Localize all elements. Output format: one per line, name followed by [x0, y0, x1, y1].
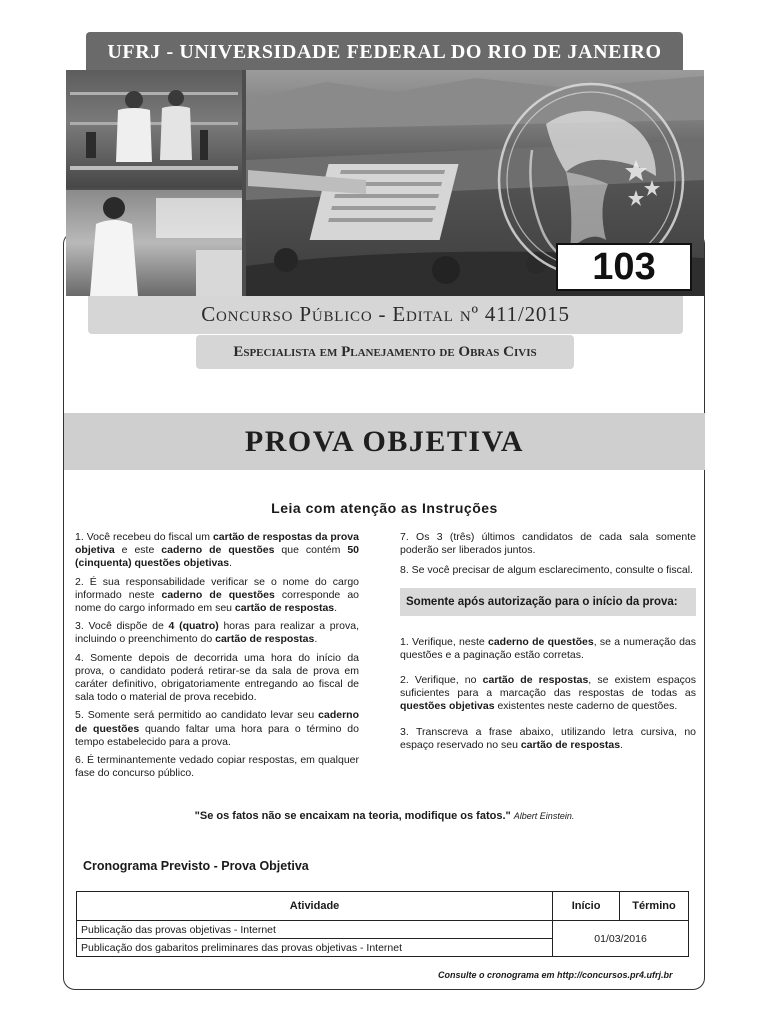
instruction-item: 2. Verifique, no cartão de respostas, se existem espaços suficientes para a marcação das respostas de todas as questões objetivas existentes neste caderno de questões. [400, 674, 697, 713]
header-atividade: Atividade [77, 892, 553, 921]
consulte-note [438, 970, 673, 980]
instructions-title: Leia com atenção as Instruções [271, 500, 498, 516]
header-inicio: Início [553, 892, 620, 921]
row-atividade: Publicação das provas objetivas - Internet [77, 921, 553, 939]
consulte-prefix: Consulte o cronograma em [438, 970, 555, 980]
instruction-item: 1. Verifique, neste caderno de questões, se a numeração das questões e a paginação estão corretas. [400, 635, 696, 661]
quote-text: "Se os fatos não se encaixam na teoria, modifique os fatos." [194, 810, 511, 822]
einstein-quote [64, 810, 705, 822]
instruction-item: 2. É sua responsabilidade verificar se o nome do cargo informado neste caderno de questões corresponde ao nome do cargo informado em seu cartão de respostas. [75, 575, 359, 615]
somente-apos-label: Somente após autorização para o início da prova: [400, 588, 696, 616]
table-row [77, 921, 689, 939]
instruction-item: 8. Se você precisar de algum esclarecimento, consulte o fiscal. [400, 564, 693, 577]
instruction-item: 3. Você dispõe de 4 (quatro) horas para realizar a prova, incluindo o preenchimento do cartão de respostas. [75, 620, 359, 646]
university-banner: UFRJ - UNIVERSIDADE FEDERAL DO RIO DE JANEIRO [86, 32, 683, 72]
consulte-link[interactable]: http://concursos.pr4.ufrj.br [557, 970, 673, 980]
instruction-item: 6. É terminantemente vedado copiar respostas, em qualquer fase do concurso público. [75, 754, 359, 780]
prova-title: PROVA OBJETIVA [64, 413, 705, 470]
instructions-left-column [75, 531, 359, 785]
table-header-row [77, 892, 689, 921]
cargo-title: Especialista em Planejamento de Obras Civis [196, 335, 574, 369]
quote-author: Albert Einstein. [513, 811, 575, 821]
instructions-right-column [400, 531, 696, 764]
exam-number-box: 103 [556, 243, 692, 291]
header-termino: Término [620, 892, 689, 921]
instruction-item: 3. Transcreva a frase abaixo, utilizando letra cursiva, no espaço reservado no seu cartão de respostas. [400, 725, 696, 751]
instruction-item: 1. Você recebeu do fiscal um cartão de respostas da prova objetiva e este caderno de questões que contém 50 (cinquenta) questões objetivas. [75, 531, 359, 570]
instruction-item: 5. Somente será permitido ao candidato levar seu caderno de questões quando faltar uma hora para o término do tempo estabelecido para a prova. [75, 709, 359, 748]
concurso-title: Concurso Público - Edital nº 411/2015 [88, 296, 683, 334]
row-atividade: Publicação dos gabaritos preliminares das provas objetivas - Internet [77, 939, 553, 957]
row-date: 01/03/2016 [553, 921, 689, 957]
cronograma-title: Cronograma Previsto - Prova Objetiva [83, 859, 309, 873]
instruction-item: 4. Somente depois de decorrida uma hora do início da prova, o candidato poderá retirar-se da sala de prova em caráter definitivo, obrigatoriamente entregando ao fiscal de sala todo o material de prova recebido. [75, 651, 359, 704]
instruction-item: 7. Os 3 (três) últimos candidatos de cada sala somente poderão ser liberados juntos. [400, 531, 696, 557]
cronograma-table [76, 891, 689, 957]
